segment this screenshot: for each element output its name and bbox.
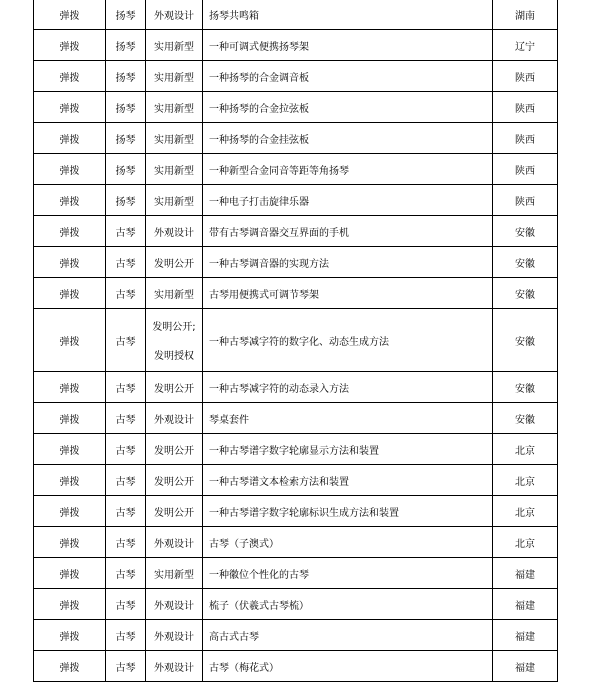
patent-type-cell: 外观设计 (146, 403, 203, 434)
instrument-cell: 古琴 (106, 309, 146, 372)
table-row (34, 185, 558, 216)
category-cell: 弹拨 (34, 0, 106, 30)
region-cell: 北京 (493, 434, 558, 465)
instrument-cell: 扬琴 (106, 30, 146, 61)
patent-type-cell: 发明公开 (146, 496, 203, 527)
region-cell: 陕西 (493, 185, 558, 216)
instrument-cell: 扬琴 (106, 154, 146, 185)
patent-type-cell: 实用新型 (146, 92, 203, 123)
patent-type-cell: 发明公开 (146, 372, 203, 403)
table-row (34, 496, 558, 527)
instrument-cell: 扬琴 (106, 123, 146, 154)
patent-title-cell: 一种可调式便携扬琴架 (203, 30, 493, 61)
patent-type-cell (146, 309, 203, 372)
category-cell: 弹拨 (34, 309, 106, 372)
table-row (34, 0, 558, 30)
table-row (34, 92, 558, 123)
patent-type-cell: 实用新型 (146, 123, 203, 154)
patent-title-cell: 古琴（子澳式） (203, 527, 493, 558)
region-cell: 陕西 (493, 123, 558, 154)
instrument-cell: 古琴 (106, 651, 146, 682)
table-row (34, 61, 558, 92)
patent-type-line: 发明公开; (152, 322, 196, 333)
category-cell: 弹拨 (34, 558, 106, 589)
patent-type-cell: 发明公开 (146, 247, 203, 278)
category-cell: 弹拨 (34, 620, 106, 651)
instrument-cell: 古琴 (106, 465, 146, 496)
table-row (34, 309, 558, 372)
region-cell: 安徽 (493, 309, 558, 372)
patent-title-cell: 高古式古琴 (203, 620, 493, 651)
instrument-cell: 古琴 (106, 558, 146, 589)
category-cell: 弹拨 (34, 30, 106, 61)
patent-table (33, 0, 558, 682)
patent-title-cell: 古琴用便携式可调节琴架 (203, 278, 493, 309)
table-row (34, 527, 558, 558)
instrument-cell: 古琴 (106, 496, 146, 527)
patent-type-cell: 外观设计 (146, 620, 203, 651)
table-row (34, 403, 558, 434)
patent-title-cell: 琴桌套件 (203, 403, 493, 434)
region-cell: 安徽 (493, 216, 558, 247)
region-cell: 福建 (493, 589, 558, 620)
instrument-cell: 古琴 (106, 278, 146, 309)
instrument-cell: 扬琴 (106, 61, 146, 92)
patent-title-cell: 梳子（伏羲式古琴梳） (203, 589, 493, 620)
instrument-cell: 古琴 (106, 527, 146, 558)
patent-title-cell: 一种扬琴的合金调音板 (203, 61, 493, 92)
patent-title-cell: 一种扬琴的合金挂弦板 (203, 123, 493, 154)
instrument-cell: 古琴 (106, 434, 146, 465)
patent-title-cell: 一种古琴谱字数字轮廓显示方法和装置 (203, 434, 493, 465)
patent-type-cell: 实用新型 (146, 30, 203, 61)
patent-title-cell: 一种新型合金同音等距等角扬琴 (203, 154, 493, 185)
table-row (34, 154, 558, 185)
patent-type-cell: 外观设计 (146, 651, 203, 682)
region-cell: 陕西 (493, 154, 558, 185)
region-cell: 陕西 (493, 92, 558, 123)
category-cell: 弹拨 (34, 527, 106, 558)
patent-title-cell: 带有古琴调音器交互界面的手机 (203, 216, 493, 247)
category-cell: 弹拨 (34, 123, 106, 154)
instrument-cell: 古琴 (106, 620, 146, 651)
category-cell: 弹拨 (34, 434, 106, 465)
patent-title-cell: 一种电子打击旋律乐器 (203, 185, 493, 216)
patent-title-cell: 扬琴共鸣箱 (203, 0, 493, 30)
patent-type-cell: 外观设计 (146, 0, 203, 30)
category-cell: 弹拨 (34, 154, 106, 185)
table-row (34, 30, 558, 61)
category-cell: 弹拨 (34, 465, 106, 496)
table-row (34, 620, 558, 651)
patent-type-cell: 外观设计 (146, 527, 203, 558)
instrument-cell: 扬琴 (106, 185, 146, 216)
table-row (34, 372, 558, 403)
table-row (34, 465, 558, 496)
region-cell: 安徽 (493, 278, 558, 309)
table-row (34, 651, 558, 682)
region-cell: 福建 (493, 651, 558, 682)
patent-title-cell: 古琴（梅花式） (203, 651, 493, 682)
patent-title-cell: 一种古琴减字符的动态录入方法 (203, 372, 493, 403)
patent-title-cell: 一种扬琴的合金拉弦板 (203, 92, 493, 123)
category-cell: 弹拨 (34, 372, 106, 403)
instrument-cell: 古琴 (106, 216, 146, 247)
category-cell: 弹拨 (34, 651, 106, 682)
instrument-cell: 古琴 (106, 247, 146, 278)
patent-type-cell: 实用新型 (146, 278, 203, 309)
patent-type-cell: 实用新型 (146, 154, 203, 185)
category-cell: 弹拨 (34, 61, 106, 92)
region-cell: 辽宁 (493, 30, 558, 61)
region-cell: 北京 (493, 465, 558, 496)
patent-type-cell: 外观设计 (146, 589, 203, 620)
patent-title-cell: 一种徽位个性化的古琴 (203, 558, 493, 589)
patent-type-line: 发明授权 (154, 351, 194, 362)
category-cell: 弹拨 (34, 496, 106, 527)
category-cell: 弹拨 (34, 403, 106, 434)
table-body (34, 0, 558, 682)
patent-type-cell: 发明公开 (146, 465, 203, 496)
patent-title-cell: 一种古琴减字符的数字化、动态生成方法 (203, 309, 493, 372)
instrument-cell: 扬琴 (106, 0, 146, 30)
patent-title-cell: 一种古琴谱字数字轮廓标识生成方法和装置 (203, 496, 493, 527)
region-cell: 陕西 (493, 61, 558, 92)
region-cell: 安徽 (493, 372, 558, 403)
category-cell: 弹拨 (34, 216, 106, 247)
region-cell: 福建 (493, 558, 558, 589)
patent-type-cell: 实用新型 (146, 558, 203, 589)
category-cell: 弹拨 (34, 278, 106, 309)
region-cell: 安徽 (493, 403, 558, 434)
region-cell: 福建 (493, 620, 558, 651)
table-row (34, 434, 558, 465)
region-cell: 北京 (493, 527, 558, 558)
instrument-cell: 古琴 (106, 372, 146, 403)
table-row (34, 216, 558, 247)
patent-type-cell: 发明公开 (146, 434, 203, 465)
table-row (34, 558, 558, 589)
patent-title-cell: 一种古琴谱文本检索方法和装置 (203, 465, 493, 496)
category-cell: 弹拨 (34, 185, 106, 216)
region-cell: 湖南 (493, 0, 558, 30)
patent-type-cell: 实用新型 (146, 61, 203, 92)
category-cell: 弹拨 (34, 589, 106, 620)
table-row (34, 247, 558, 278)
instrument-cell: 扬琴 (106, 92, 146, 123)
patent-type-cell: 外观设计 (146, 216, 203, 247)
table-row (34, 278, 558, 309)
table-row (34, 123, 558, 154)
category-cell: 弹拨 (34, 247, 106, 278)
patent-title-cell: 一种古琴调音器的实现方法 (203, 247, 493, 278)
table-row (34, 589, 558, 620)
category-cell: 弹拨 (34, 92, 106, 123)
instrument-cell: 古琴 (106, 403, 146, 434)
instrument-cell: 古琴 (106, 589, 146, 620)
patent-type-cell: 实用新型 (146, 185, 203, 216)
region-cell: 北京 (493, 496, 558, 527)
region-cell: 安徽 (493, 247, 558, 278)
